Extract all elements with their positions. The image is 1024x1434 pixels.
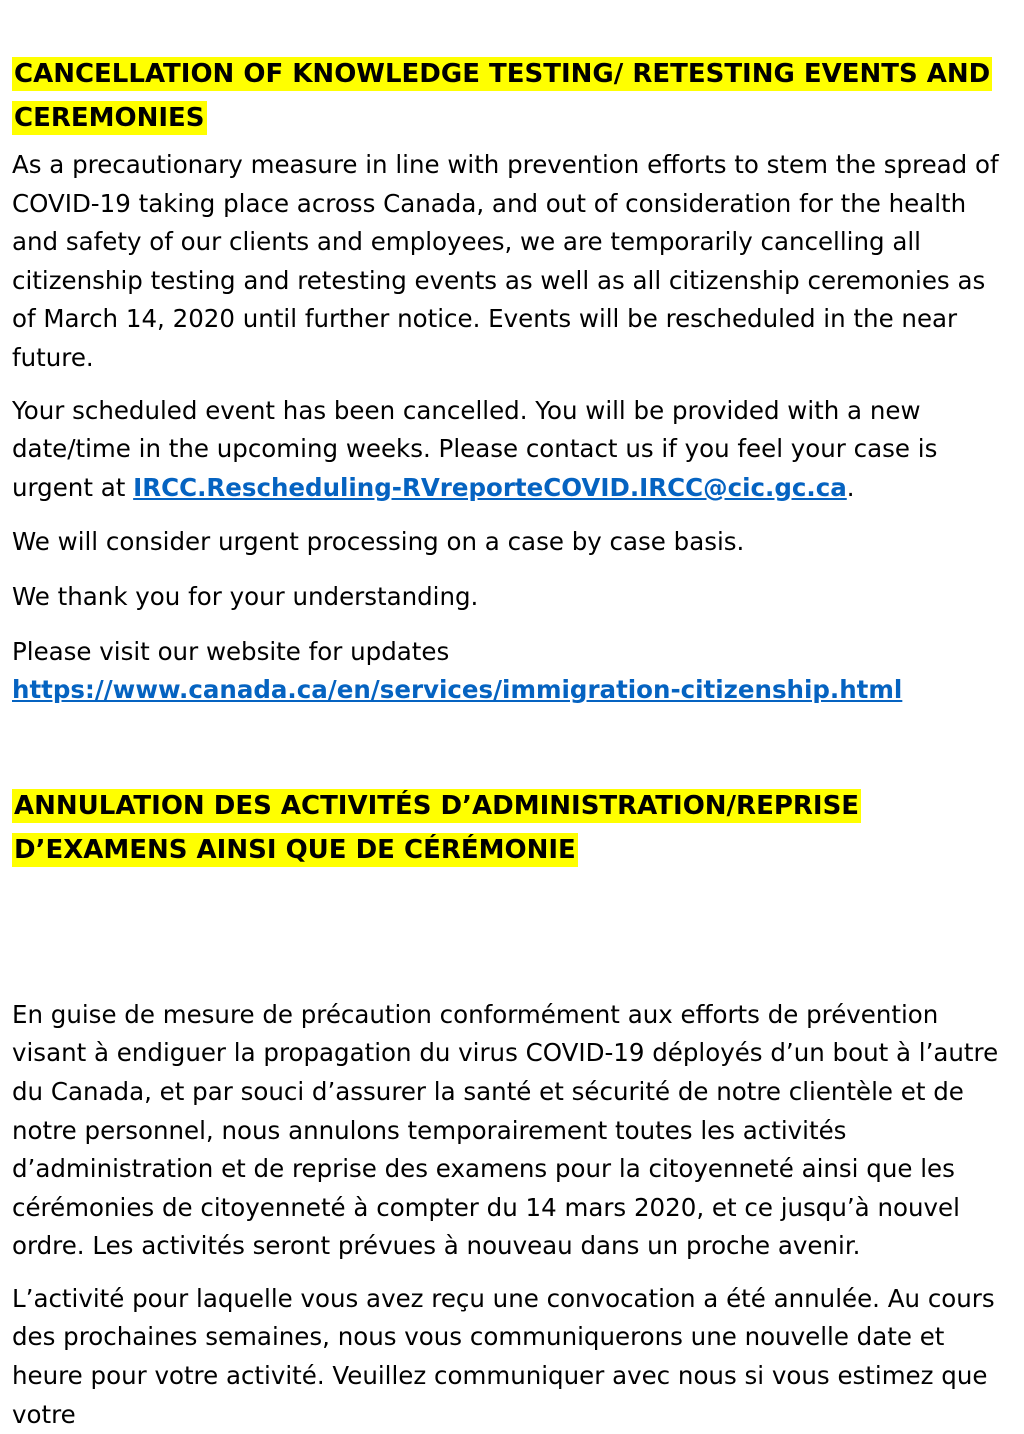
english-heading bbox=[12, 52, 1012, 140]
english-section bbox=[12, 52, 1012, 710]
french-heading bbox=[12, 784, 1012, 872]
english-paragraph-website bbox=[12, 633, 1012, 710]
french-paragraph-precaution: En guise de mesure de précaution conformément aux efforts de prévention visant à endiguer la propagation du virus COVID-19 déployés d’un bout à l’autre du Canada, et par souci d’assurer la santé et sécurité de notre clientèle et de notre personnel, nous annulons temporairement toutes les activités d’administration et de reprise des examens pour la citoyenneté ainsi que les cérémonies de citoyenneté à compter du 14 mars 2020, et ce jusqu’à nouvel ordre. Les activités seront prévues à nouveau dans un proche avenir. bbox=[12, 999, 999, 1261]
english-paragraph-precaution: As a precautionary measure in line with prevention efforts to stem the spread of COVID-19 taking place across Canada, and out of consideration for the health and safety of our clients and employees, we are temporarily cancelling all citizenship testing and retesting events as well as all citizenship ceremonies as of March 14, 2020 until further notice. Events will be rescheduled in the near future. bbox=[12, 150, 999, 372]
rescheduling-email-link[interactable]: IRCC.Rescheduling-RVreporteCOVID.IRCC@cic.gc.ca bbox=[133, 472, 847, 502]
english-paragraph-thanks: We thank you for your understanding. bbox=[12, 581, 479, 611]
english-heading-line-1: CANCELLATION OF KNOWLEDGE TESTING/ RETESTING EVENTS AND bbox=[14, 59, 991, 89]
english-cancelled-end: . bbox=[846, 472, 855, 502]
english-website-text: Please visit our website for updates bbox=[12, 636, 450, 666]
english-cancelled-text: Your scheduled event has been cancelled. You will be provided with a new date/time in the upcoming weeks. Please contact us if you feel your case is urgent at bbox=[12, 395, 938, 502]
english-paragraph-urgent: We will consider urgent processing on a case by case basis. bbox=[12, 527, 745, 557]
english-heading-line-2: CEREMONIES bbox=[14, 103, 205, 133]
english-paragraph-cancelled bbox=[12, 392, 1012, 508]
french-heading-line-2: D’EXAMENS AINSI QUE DE CÉRÉMONIE bbox=[14, 834, 576, 865]
canada-website-link[interactable]: https://www.canada.ca/en/services/immigration-citizenship.html bbox=[12, 675, 903, 705]
french-paragraph-cancelled: L’activité pour laquelle vous avez reçu une convocation a été annulée. Au cours des prochaines semaines, nous vous communiquerons une nouvelle date et heure pour votre activité. Veuillez communiquer avec nous si vous estimez que votre bbox=[12, 1283, 995, 1429]
french-section bbox=[12, 784, 1012, 1434]
french-heading-line-1: ANNULATION DES ACTIVITÉS D’ADMINISTRATION/REPRISE bbox=[14, 790, 860, 821]
